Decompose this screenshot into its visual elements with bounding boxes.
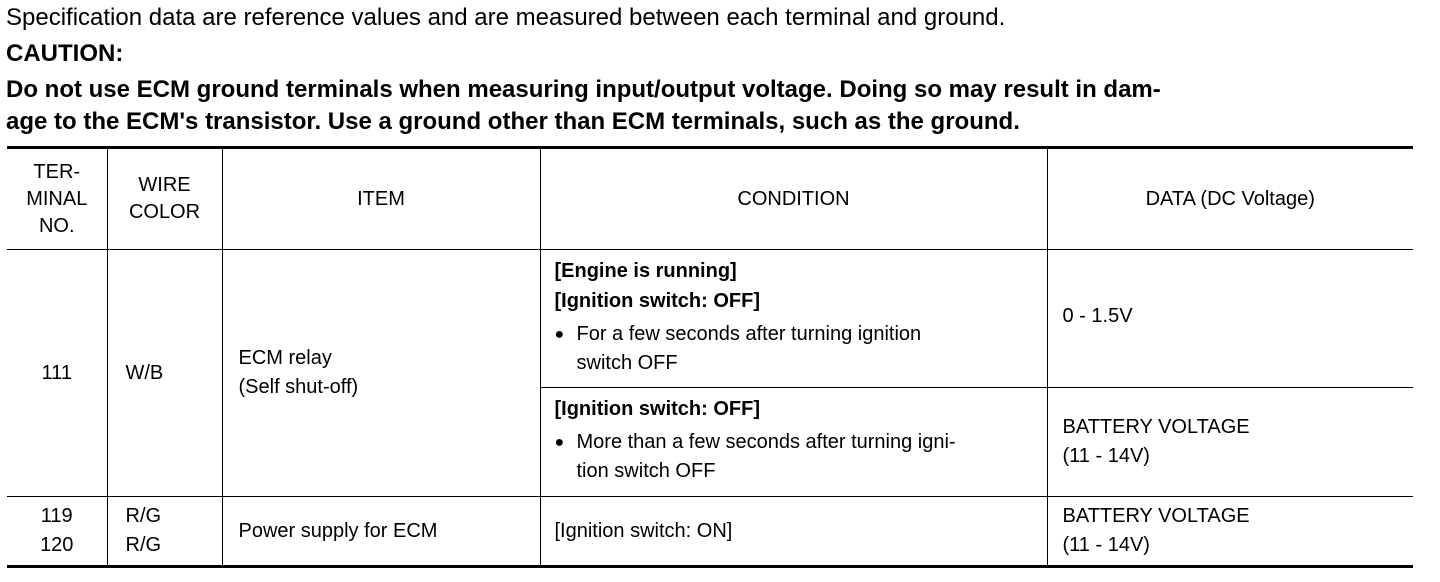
terminal-cell: 119 120 xyxy=(7,497,107,567)
table-header-row xyxy=(7,148,1413,250)
condition-heading: [Engine is running] xyxy=(554,260,737,282)
header-condition: CONDITION xyxy=(540,148,1047,250)
caution-line-2: age to the ECM's transistor. Use a ground other than ECM terminals, such as the ground. xyxy=(6,108,1020,135)
header-item: ITEM xyxy=(222,148,540,250)
condition-bullet: ● For a few seconds after turning ignition switch OFF xyxy=(555,320,1035,378)
wire-color-cell: R/G R/G xyxy=(107,497,222,567)
caution-title: CAUTION: xyxy=(6,40,124,67)
header-data: DATA (DC Voltage) xyxy=(1047,148,1413,250)
intro-text: Specification data are reference values and are measured between each terminal and ground. xyxy=(6,4,1006,31)
data-cell: BATTERY VOLTAGE (11 - 14V) xyxy=(1047,388,1413,497)
caution-line-1: Do not use ECM ground terminals when measuring input/output voltage. Doing so may result in dam- xyxy=(6,76,1161,103)
terminal-cell: 111 xyxy=(7,250,107,497)
condition-cell xyxy=(540,388,1047,497)
bullet-icon: ● xyxy=(554,326,565,343)
item-cell: ECM relay (Self shut-off) xyxy=(222,250,540,497)
bullet-icon: ● xyxy=(554,434,565,451)
terminal-spec-table xyxy=(7,146,1413,568)
wire-color-cell: W/B xyxy=(107,250,222,497)
header-terminal-no: TER- MINAL NO. xyxy=(7,148,107,250)
data-cell: 0 - 1.5V xyxy=(1047,250,1413,388)
condition-bullet: ● More than a few seconds after turning igni- tion switch OFF xyxy=(555,428,1035,486)
table-row xyxy=(7,497,1413,567)
condition-cell: [Ignition switch: ON] xyxy=(540,497,1047,567)
condition-cell xyxy=(540,250,1047,388)
condition-heading: [Ignition switch: OFF] xyxy=(554,290,761,312)
caution-body xyxy=(6,74,1426,138)
header-wire-color: WIRE COLOR xyxy=(107,148,222,250)
data-cell: BATTERY VOLTAGE (11 - 14V) xyxy=(1047,497,1413,567)
item-cell: Power supply for ECM xyxy=(222,497,540,567)
condition-heading: [Ignition switch: OFF] xyxy=(554,398,761,420)
table-row xyxy=(7,250,1413,388)
